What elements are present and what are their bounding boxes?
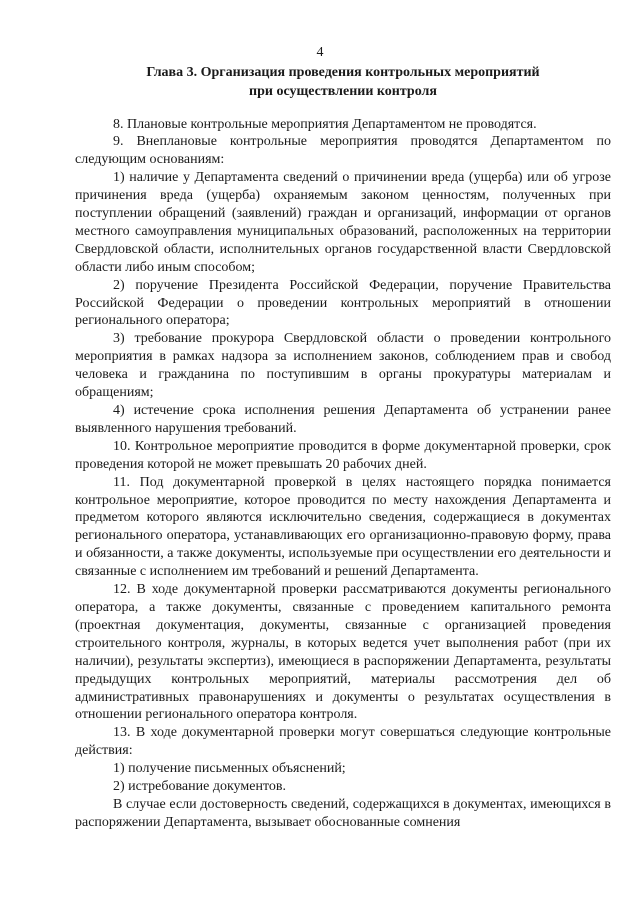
paragraph-9-item-2: 2) поручение Президента Российской Федерации, поручение Правительства Российской Федерации о проведении контрольных мероприятий в отношении регионального оператора;	[75, 277, 611, 329]
paragraph-13-item-2: 2) истребование документов.	[113, 779, 286, 795]
paragraph-10: 10. Контрольное мероприятие проводится в форме документарной проверки, срок проведения которой не может превышать 20 рабочих дней.	[75, 438, 611, 472]
paragraph-13-continuation: В случае если достоверность сведений, содержащихся в документах, имеющихся в распоряжении Департамента, вызывает обоснованные сомнения	[75, 796, 611, 830]
paragraph-13: 13. В ходе документарной проверки могут совершаться следующие контрольные действия:	[75, 725, 611, 759]
paragraph-9-item-3: 3) требование прокурора Свердловской области о проведении контрольного мероприятия в рамках надзора за исполнением законов, соблюдением прав и свобод человека и гражданина по поступившим в органы прокуратуры материалам и обращениям;	[75, 331, 611, 401]
paragraph-9-item-1: 1) наличие у Департамента сведений о причинении вреда (ущерба) или об угрозе причинения вреда (ущерба) охраняемым законом ценностям, полученных при поступлении обращений (заявлений) граждан и организаций, информации от органов местного самоуправления муниципальных образований, расположенных на территории Свердловской области, исполнительных органов государственной власти Свердловской области либо иным способом;	[75, 170, 611, 275]
document-body	[75, 116, 611, 832]
paragraph-11: 11. Под документарной проверкой в целях настоящего порядка понимается контрольное мероприятие, которое проводится по месту нахождения Департамента и предметом которого являются исключительно сведения, содержащиеся в документах регионального оператора, устанавливающих его организационно-правовую форму, права и обязанности, а также документы, используемые при осуществлении его деятельности и связанные с исполнением им требований и решений Департамента.	[75, 474, 611, 580]
paragraph-8: 8. Плановые контрольные мероприятия Департаментом не проводятся.	[113, 116, 537, 132]
paragraph-13-item-1: 1) получение письменных объяснений;	[113, 761, 346, 777]
paragraph-12: 12. В ходе документарной проверки рассматриваются документы регионального оператора, а также документы, связанные с проведением капитального ремонта (проектная документация, документы, связанные с организацией проведения строительного контроля, журналы, в которых ведется учет выполнения работ (при их наличии), результаты экспертиз), имеющиеся в распоряжении Департамента, результаты предыдущих контрольных мероприятий, материалы рассмотрения дел об административных правонарушениях и документы о результатах осуществления в отношении регионального оператора контроля.	[75, 582, 611, 723]
page-number: 4	[316, 45, 324, 60]
paragraph-9-item-4: 4) истечение срока исполнения решения Департамента об устранении ранее выявленного нарушения требований.	[75, 403, 611, 436]
paragraph-9: 9. Внеплановые контрольные мероприятия проводятся Департаментом по следующим основаниям:	[75, 134, 611, 168]
chapter-heading	[75, 64, 611, 101]
chapter-heading-line-1: Глава 3. Организация проведения контрольных мероприятий	[146, 65, 540, 80]
chapter-heading-line-2: при осуществлении контроля	[249, 83, 437, 99]
